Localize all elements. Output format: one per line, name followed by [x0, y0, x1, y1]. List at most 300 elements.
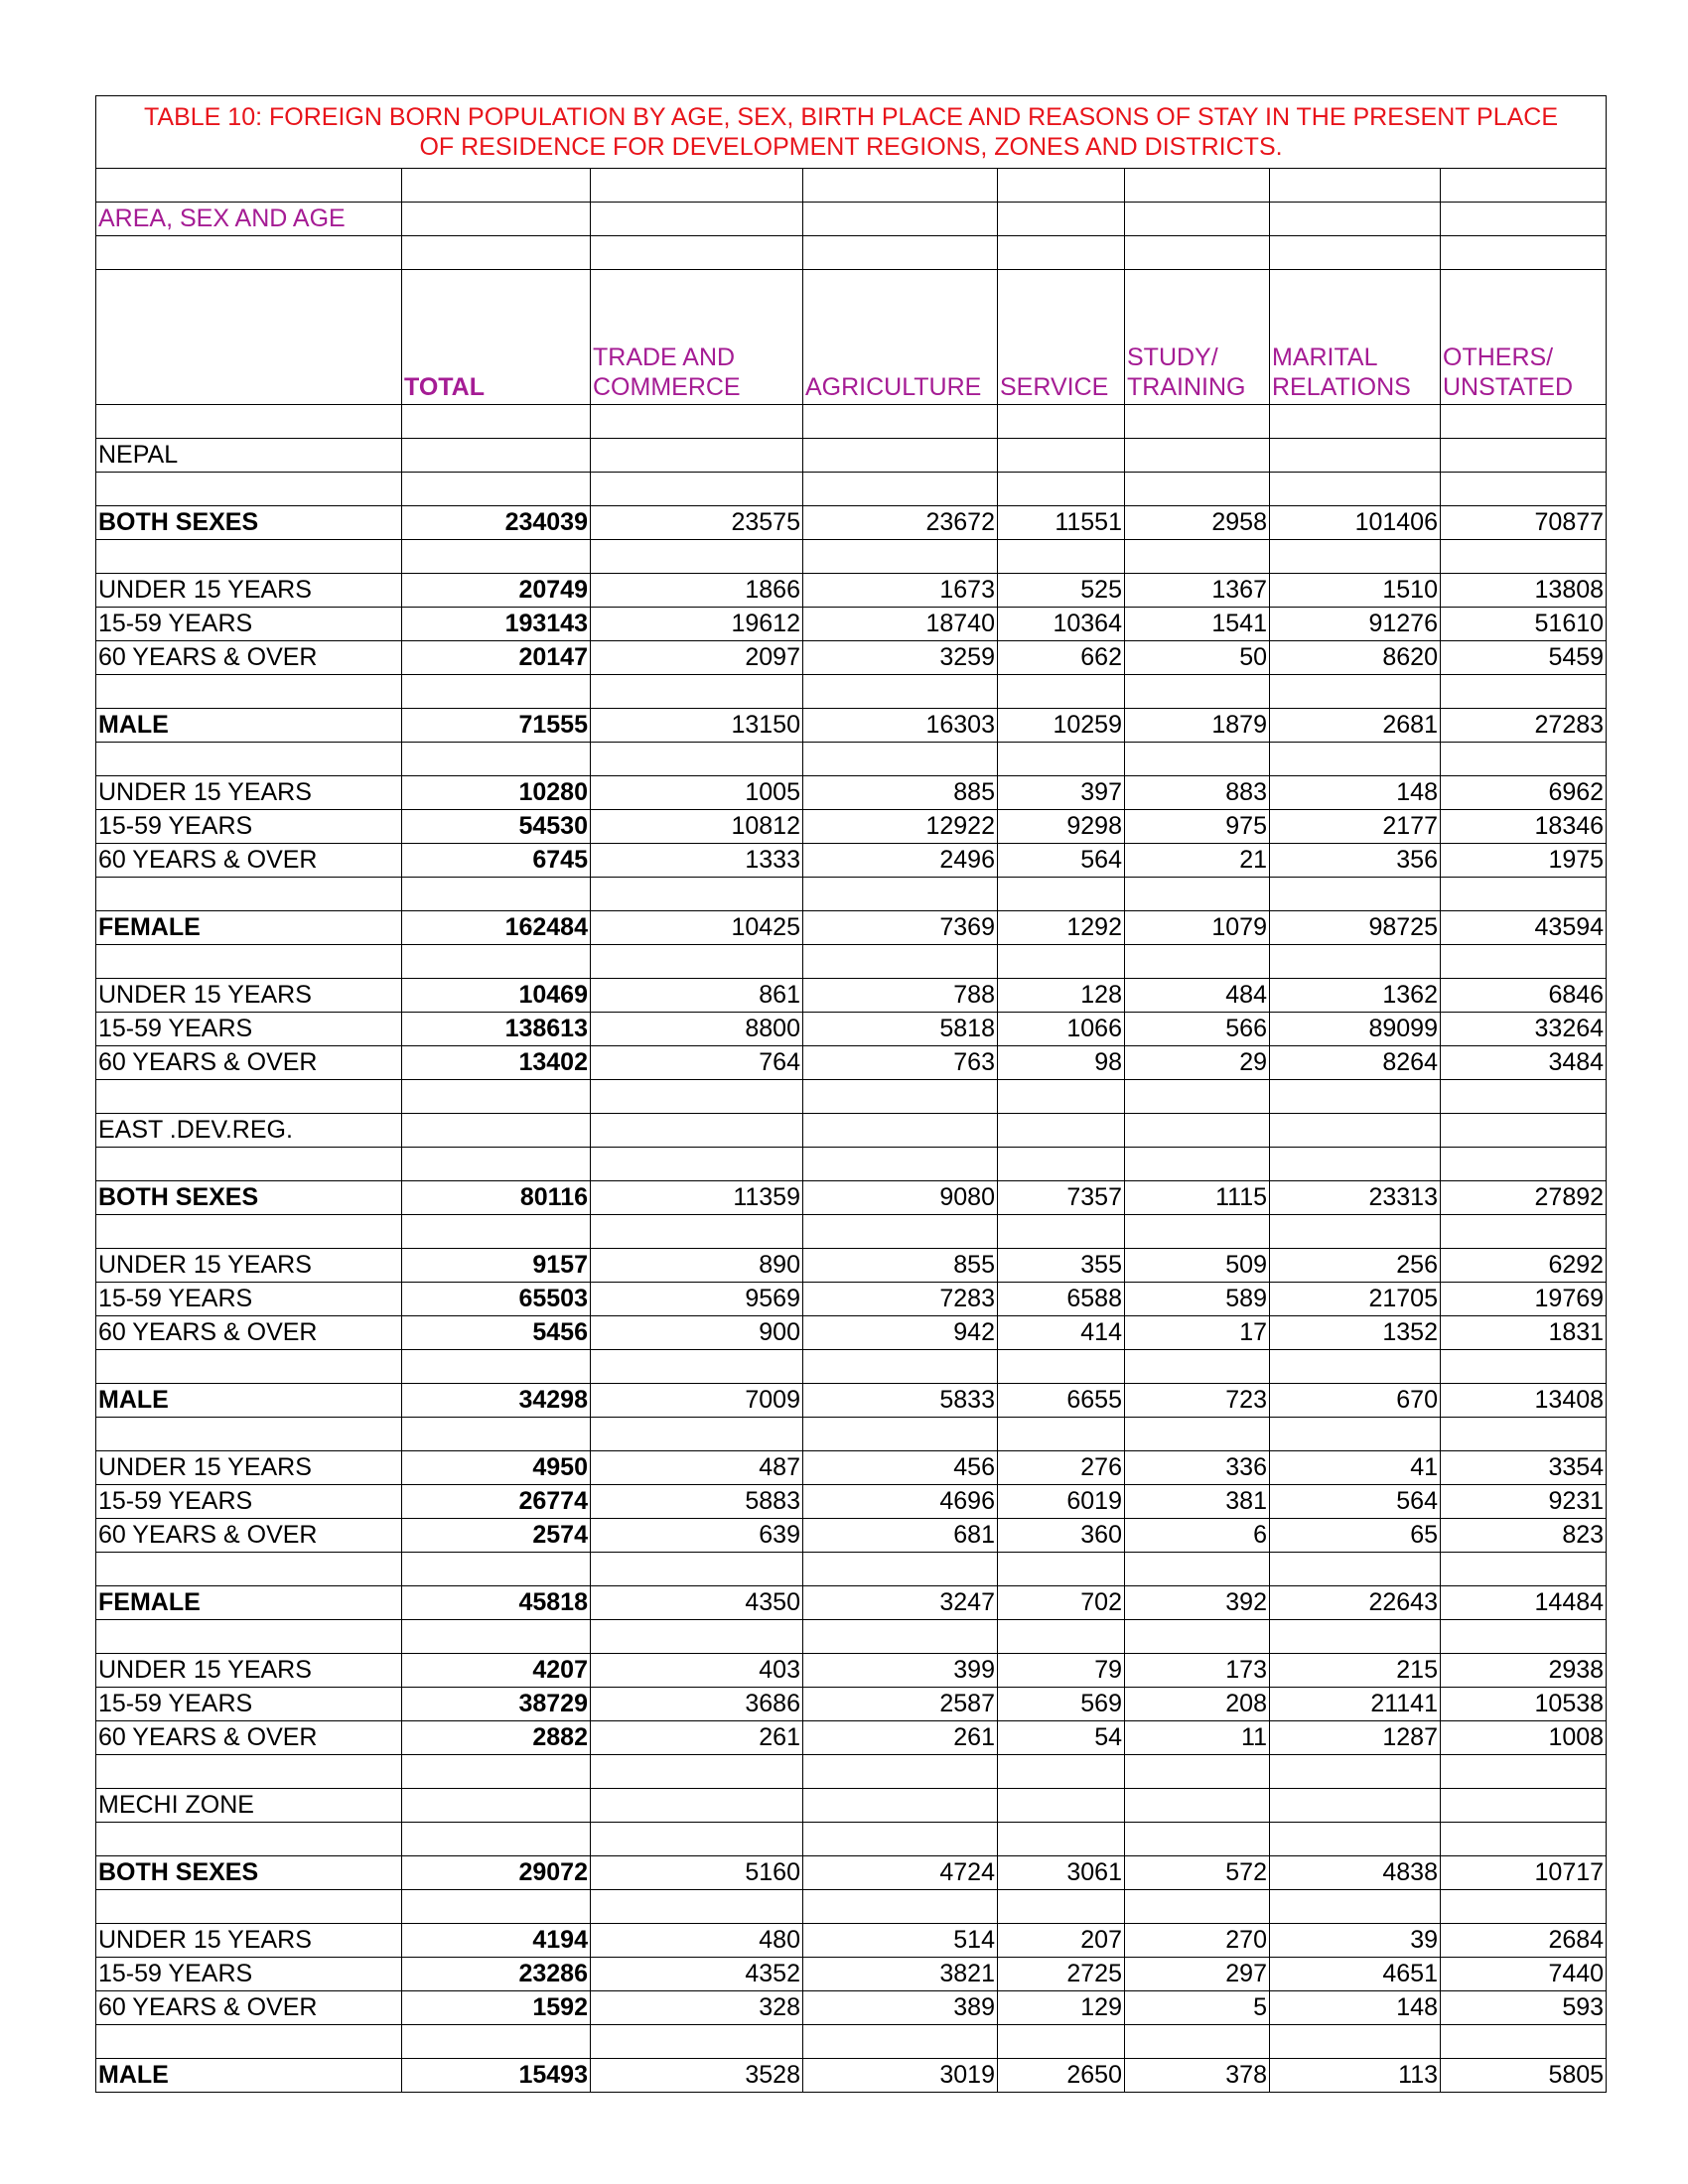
value-cell: 3247	[803, 1586, 998, 1620]
value-cell: 890	[591, 1249, 803, 1283]
sex-group-row	[96, 709, 1607, 743]
value-cell: 639	[591, 1519, 803, 1553]
blank-row	[96, 2025, 1607, 2059]
value-cell: 414	[998, 1316, 1125, 1350]
value-cell: 19612	[591, 608, 803, 641]
value-cell: 54	[998, 1721, 1125, 1755]
value-cell: 13808	[1441, 574, 1607, 608]
value-cell: 6962	[1441, 776, 1607, 810]
value-cell: 3354	[1441, 1451, 1607, 1485]
value-cell: 10259	[998, 709, 1125, 743]
blank-row	[96, 1350, 1607, 1384]
value-cell: 2958	[1125, 506, 1270, 540]
value-cell: 2725	[998, 1958, 1125, 1991]
area-name-cell: MECHI ZONE	[96, 1789, 402, 1823]
value-cell: 10538	[1441, 1688, 1607, 1721]
row-label-cell: UNDER 15 YEARS	[96, 1249, 402, 1283]
value-cell: 2938	[1441, 1654, 1607, 1688]
value-cell: 9231	[1441, 1485, 1607, 1519]
value-cell: 1005	[591, 776, 803, 810]
row-label-cell: 60 YEARS & OVER	[96, 1316, 402, 1350]
section-row	[96, 1114, 1607, 1148]
total-cell: 10280	[402, 776, 591, 810]
value-cell: 900	[591, 1316, 803, 1350]
value-cell: 19769	[1441, 1283, 1607, 1316]
value-cell: 21	[1125, 844, 1270, 878]
table-row	[96, 1013, 1607, 1046]
row-label-cell: BOTH SEXES	[96, 1856, 402, 1890]
value-cell: 5833	[803, 1384, 998, 1418]
value-cell: 788	[803, 979, 998, 1013]
blank-row	[96, 473, 1607, 506]
value-cell: 11359	[591, 1181, 803, 1215]
table-row	[96, 1991, 1607, 2025]
value-cell: 6019	[998, 1485, 1125, 1519]
value-cell: 4696	[803, 1485, 998, 1519]
value-cell: 885	[803, 776, 998, 810]
header-cell-others: OTHERS/ UNSTATED	[1441, 270, 1607, 405]
table-row	[96, 1451, 1607, 1485]
header-cell-study: STUDY/ TRAINING	[1125, 270, 1270, 405]
value-cell: 5883	[591, 1485, 803, 1519]
table-row	[96, 574, 1607, 608]
total-cell: 138613	[402, 1013, 591, 1046]
row-label-cell: 60 YEARS & OVER	[96, 1991, 402, 2025]
value-cell: 208	[1125, 1688, 1270, 1721]
header-cell-area	[96, 270, 402, 405]
value-cell: 569	[998, 1688, 1125, 1721]
value-cell: 70877	[1441, 506, 1607, 540]
value-cell: 43594	[1441, 911, 1607, 945]
value-cell: 5160	[591, 1856, 803, 1890]
table-row	[96, 1958, 1607, 1991]
total-cell: 193143	[402, 608, 591, 641]
value-cell: 4838	[1270, 1856, 1441, 1890]
section-row	[96, 439, 1607, 473]
value-cell: 4724	[803, 1856, 998, 1890]
table-row	[96, 641, 1607, 675]
table-row	[96, 844, 1607, 878]
value-cell: 8800	[591, 1013, 803, 1046]
value-cell: 3061	[998, 1856, 1125, 1890]
value-cell: 215	[1270, 1654, 1441, 1688]
value-cell: 2587	[803, 1688, 998, 1721]
table-row	[96, 1688, 1607, 1721]
value-cell: 10364	[998, 608, 1125, 641]
value-cell: 1866	[591, 574, 803, 608]
value-cell: 27283	[1441, 709, 1607, 743]
row-label-cell: UNDER 15 YEARS	[96, 1654, 402, 1688]
total-cell: 54530	[402, 810, 591, 844]
value-cell: 9569	[591, 1283, 803, 1316]
row-label-cell: FEMALE	[96, 911, 402, 945]
header-cell-total: TOTAL	[402, 270, 591, 405]
value-cell: 101406	[1270, 506, 1441, 540]
value-cell: 336	[1125, 1451, 1270, 1485]
area-name-cell: NEPAL	[96, 439, 402, 473]
value-cell: 1079	[1125, 911, 1270, 945]
value-cell: 662	[998, 641, 1125, 675]
header-row	[96, 270, 1607, 405]
value-cell: 113	[1270, 2059, 1441, 2093]
row-label-cell: MALE	[96, 1384, 402, 1418]
row-label-cell: 15-59 YEARS	[96, 1485, 402, 1519]
value-cell: 18740	[803, 608, 998, 641]
total-cell: 29072	[402, 1856, 591, 1890]
value-cell: 823	[1441, 1519, 1607, 1553]
value-cell: 89099	[1270, 1013, 1441, 1046]
row-label-cell: 60 YEARS & OVER	[96, 641, 402, 675]
value-cell: 1510	[1270, 574, 1441, 608]
blank-row	[96, 236, 1607, 270]
table-row	[96, 1046, 1607, 1080]
row-label-cell: 60 YEARS & OVER	[96, 1046, 402, 1080]
value-cell: 7283	[803, 1283, 998, 1316]
value-cell: 261	[803, 1721, 998, 1755]
value-cell: 9080	[803, 1181, 998, 1215]
value-cell: 7369	[803, 911, 998, 945]
total-cell: 5456	[402, 1316, 591, 1350]
value-cell: 1292	[998, 911, 1125, 945]
table-row	[96, 979, 1607, 1013]
header-cell-agriculture: AGRICULTURE	[803, 270, 998, 405]
value-cell: 11551	[998, 506, 1125, 540]
value-cell: 487	[591, 1451, 803, 1485]
value-cell: 98	[998, 1046, 1125, 1080]
value-cell: 10812	[591, 810, 803, 844]
value-cell: 3019	[803, 2059, 998, 2093]
row-label-cell: 15-59 YEARS	[96, 1283, 402, 1316]
blank-row	[96, 169, 1607, 203]
total-cell: 45818	[402, 1586, 591, 1620]
row-label-cell: BOTH SEXES	[96, 506, 402, 540]
value-cell: 4350	[591, 1586, 803, 1620]
total-cell: 234039	[402, 506, 591, 540]
total-cell: 2574	[402, 1519, 591, 1553]
value-cell: 392	[1125, 1586, 1270, 1620]
value-cell: 29	[1125, 1046, 1270, 1080]
value-cell: 7440	[1441, 1958, 1607, 1991]
value-cell: 3484	[1441, 1046, 1607, 1080]
blank-row	[96, 1148, 1607, 1181]
total-cell: 20147	[402, 641, 591, 675]
value-cell: 3528	[591, 2059, 803, 2093]
value-cell: 276	[998, 1451, 1125, 1485]
value-cell: 328	[591, 1991, 803, 2025]
sex-group-row	[96, 1181, 1607, 1215]
total-cell: 1592	[402, 1991, 591, 2025]
value-cell: 6846	[1441, 979, 1607, 1013]
blank-row	[96, 743, 1607, 776]
value-cell: 23313	[1270, 1181, 1441, 1215]
value-cell: 484	[1125, 979, 1270, 1013]
total-cell: 34298	[402, 1384, 591, 1418]
row-label-cell: MALE	[96, 2059, 402, 2093]
table-title: TABLE 10: FOREIGN BORN POPULATION BY AGE, SEX, BIRTH PLACE AND REASONS OF STAY IN THE PRESENT PLACE OF RESIDENCE FOR DEVELOPMENT REGIONS, ZONES AND DISTRICTS.	[96, 96, 1607, 169]
value-cell: 525	[998, 574, 1125, 608]
sex-group-row	[96, 1586, 1607, 1620]
header-cell-trade: TRADE AND COMMERCE	[591, 270, 803, 405]
sex-group-row	[96, 2059, 1607, 2093]
value-cell: 670	[1270, 1384, 1441, 1418]
value-cell: 79	[998, 1654, 1125, 1688]
value-cell: 10425	[591, 911, 803, 945]
value-cell: 256	[1270, 1249, 1441, 1283]
value-cell: 360	[998, 1519, 1125, 1553]
value-cell: 1975	[1441, 844, 1607, 878]
value-cell: 1831	[1441, 1316, 1607, 1350]
row-label-cell: 60 YEARS & OVER	[96, 1721, 402, 1755]
sex-group-row	[96, 1384, 1607, 1418]
blank-row	[96, 675, 1607, 709]
value-cell: 389	[803, 1991, 998, 2025]
value-cell: 2681	[1270, 709, 1441, 743]
value-cell: 8620	[1270, 641, 1441, 675]
value-cell: 702	[998, 1586, 1125, 1620]
value-cell: 942	[803, 1316, 998, 1350]
value-cell: 723	[1125, 1384, 1270, 1418]
value-cell: 2650	[998, 2059, 1125, 2093]
table-row	[96, 1519, 1607, 1553]
value-cell: 17	[1125, 1316, 1270, 1350]
value-cell: 11	[1125, 1721, 1270, 1755]
value-cell: 589	[1125, 1283, 1270, 1316]
value-cell: 4352	[591, 1958, 803, 1991]
value-cell: 148	[1270, 776, 1441, 810]
section-row	[96, 1789, 1607, 1823]
total-cell: 20749	[402, 574, 591, 608]
blank-row	[96, 405, 1607, 439]
table-row	[96, 776, 1607, 810]
value-cell: 572	[1125, 1856, 1270, 1890]
value-cell: 3821	[803, 1958, 998, 1991]
value-cell: 1879	[1125, 709, 1270, 743]
total-cell: 4194	[402, 1924, 591, 1958]
area-sex-age-label: AREA, SEX AND AGE	[96, 203, 402, 236]
table-row	[96, 608, 1607, 641]
row-label-cell: 15-59 YEARS	[96, 1688, 402, 1721]
value-cell: 148	[1270, 1991, 1441, 2025]
value-cell: 514	[803, 1924, 998, 1958]
value-cell: 2496	[803, 844, 998, 878]
row-label-cell: 60 YEARS & OVER	[96, 1519, 402, 1553]
row-label-cell: 15-59 YEARS	[96, 810, 402, 844]
value-cell: 297	[1125, 1958, 1270, 1991]
value-cell: 883	[1125, 776, 1270, 810]
value-cell: 51610	[1441, 608, 1607, 641]
value-cell: 39	[1270, 1924, 1441, 1958]
row-label-cell: 15-59 YEARS	[96, 1013, 402, 1046]
value-cell: 6588	[998, 1283, 1125, 1316]
total-cell: 4950	[402, 1451, 591, 1485]
table-row	[96, 810, 1607, 844]
total-cell: 162484	[402, 911, 591, 945]
table-row	[96, 1654, 1607, 1688]
value-cell: 3259	[803, 641, 998, 675]
value-cell: 1333	[591, 844, 803, 878]
value-cell: 6	[1125, 1519, 1270, 1553]
value-cell: 566	[1125, 1013, 1270, 1046]
sex-group-row	[96, 1856, 1607, 1890]
row-label-cell: UNDER 15 YEARS	[96, 979, 402, 1013]
value-cell: 456	[803, 1451, 998, 1485]
value-cell: 129	[998, 1991, 1125, 2025]
blank-row	[96, 1080, 1607, 1114]
row-label-cell: MALE	[96, 709, 402, 743]
value-cell: 763	[803, 1046, 998, 1080]
value-cell: 5805	[1441, 2059, 1607, 2093]
total-cell: 26774	[402, 1485, 591, 1519]
area-name-cell: EAST .DEV.REG.	[96, 1114, 402, 1148]
value-cell: 5	[1125, 1991, 1270, 2025]
value-cell: 1287	[1270, 1721, 1441, 1755]
value-cell: 355	[998, 1249, 1125, 1283]
blank-row	[96, 1620, 1607, 1654]
row-label-cell: UNDER 15 YEARS	[96, 1451, 402, 1485]
total-cell: 38729	[402, 1688, 591, 1721]
total-cell: 4207	[402, 1654, 591, 1688]
value-cell: 378	[1125, 2059, 1270, 2093]
value-cell: 23575	[591, 506, 803, 540]
total-cell: 6745	[402, 844, 591, 878]
area-label-row	[96, 203, 1607, 236]
total-cell: 2882	[402, 1721, 591, 1755]
sex-group-row	[96, 911, 1607, 945]
row-label-cell: UNDER 15 YEARS	[96, 776, 402, 810]
value-cell: 7357	[998, 1181, 1125, 1215]
row-label-cell: 15-59 YEARS	[96, 608, 402, 641]
blank-row	[96, 540, 1607, 574]
value-cell: 261	[591, 1721, 803, 1755]
value-cell: 5459	[1441, 641, 1607, 675]
value-cell: 18346	[1441, 810, 1607, 844]
value-cell: 855	[803, 1249, 998, 1283]
value-cell: 1066	[998, 1013, 1125, 1046]
value-cell: 207	[998, 1924, 1125, 1958]
value-cell: 1541	[1125, 608, 1270, 641]
blank-row	[96, 945, 1607, 979]
row-label-cell: UNDER 15 YEARS	[96, 1924, 402, 1958]
row-label-cell: 15-59 YEARS	[96, 1958, 402, 1991]
value-cell: 14484	[1441, 1586, 1607, 1620]
value-cell: 397	[998, 776, 1125, 810]
value-cell: 2684	[1441, 1924, 1607, 1958]
value-cell: 2097	[591, 641, 803, 675]
value-cell: 564	[998, 844, 1125, 878]
total-cell: 9157	[402, 1249, 591, 1283]
value-cell: 4651	[1270, 1958, 1441, 1991]
value-cell: 7009	[591, 1384, 803, 1418]
value-cell: 8264	[1270, 1046, 1441, 1080]
value-cell: 399	[803, 1654, 998, 1688]
value-cell: 1008	[1441, 1721, 1607, 1755]
title-row	[96, 96, 1607, 169]
row-label-cell: FEMALE	[96, 1586, 402, 1620]
value-cell: 480	[591, 1924, 803, 1958]
value-cell: 13408	[1441, 1384, 1607, 1418]
value-cell: 5818	[803, 1013, 998, 1046]
header-cell-service: SERVICE	[998, 270, 1125, 405]
value-cell: 27892	[1441, 1181, 1607, 1215]
value-cell: 975	[1125, 810, 1270, 844]
table-body	[96, 96, 1607, 2093]
value-cell: 21141	[1270, 1688, 1441, 1721]
value-cell: 1352	[1270, 1316, 1441, 1350]
total-cell: 23286	[402, 1958, 591, 1991]
value-cell: 593	[1441, 1991, 1607, 2025]
value-cell: 2177	[1270, 810, 1441, 844]
value-cell: 50	[1125, 641, 1270, 675]
total-cell: 15493	[402, 2059, 591, 2093]
value-cell: 1362	[1270, 979, 1441, 1013]
row-label-cell: 60 YEARS & OVER	[96, 844, 402, 878]
value-cell: 16303	[803, 709, 998, 743]
value-cell: 41	[1270, 1451, 1441, 1485]
total-cell: 80116	[402, 1181, 591, 1215]
value-cell: 22643	[1270, 1586, 1441, 1620]
value-cell: 1115	[1125, 1181, 1270, 1215]
value-cell: 12922	[803, 810, 998, 844]
blank-row	[96, 1215, 1607, 1249]
row-label-cell: BOTH SEXES	[96, 1181, 402, 1215]
total-cell: 65503	[402, 1283, 591, 1316]
value-cell: 861	[591, 979, 803, 1013]
value-cell: 65	[1270, 1519, 1441, 1553]
value-cell: 10717	[1441, 1856, 1607, 1890]
value-cell: 564	[1270, 1485, 1441, 1519]
value-cell: 33264	[1441, 1013, 1607, 1046]
value-cell: 3686	[591, 1688, 803, 1721]
blank-row	[96, 1418, 1607, 1451]
value-cell: 98725	[1270, 911, 1441, 945]
value-cell: 1673	[803, 574, 998, 608]
value-cell: 173	[1125, 1654, 1270, 1688]
table-row	[96, 1283, 1607, 1316]
blank-row	[96, 878, 1607, 911]
population-table	[95, 95, 1607, 2093]
value-cell: 128	[998, 979, 1125, 1013]
total-cell: 71555	[402, 709, 591, 743]
value-cell: 21705	[1270, 1283, 1441, 1316]
value-cell: 6655	[998, 1384, 1125, 1418]
value-cell: 681	[803, 1519, 998, 1553]
total-cell: 13402	[402, 1046, 591, 1080]
value-cell: 356	[1270, 844, 1441, 878]
blank-row	[96, 1755, 1607, 1789]
table-row	[96, 1249, 1607, 1283]
table-row	[96, 1924, 1607, 1958]
value-cell: 91276	[1270, 608, 1441, 641]
blank-row	[96, 1890, 1607, 1924]
value-cell: 270	[1125, 1924, 1270, 1958]
value-cell: 509	[1125, 1249, 1270, 1283]
header-cell-marital: MARITAL RELATIONS	[1270, 270, 1441, 405]
table-row	[96, 1721, 1607, 1755]
table-row	[96, 1316, 1607, 1350]
blank-row	[96, 1553, 1607, 1586]
value-cell: 23672	[803, 506, 998, 540]
value-cell: 6292	[1441, 1249, 1607, 1283]
sex-group-row	[96, 506, 1607, 540]
value-cell: 403	[591, 1654, 803, 1688]
table-row	[96, 1485, 1607, 1519]
value-cell: 381	[1125, 1485, 1270, 1519]
total-cell: 10469	[402, 979, 591, 1013]
value-cell: 764	[591, 1046, 803, 1080]
value-cell: 9298	[998, 810, 1125, 844]
blank-row	[96, 1823, 1607, 1856]
value-cell: 13150	[591, 709, 803, 743]
